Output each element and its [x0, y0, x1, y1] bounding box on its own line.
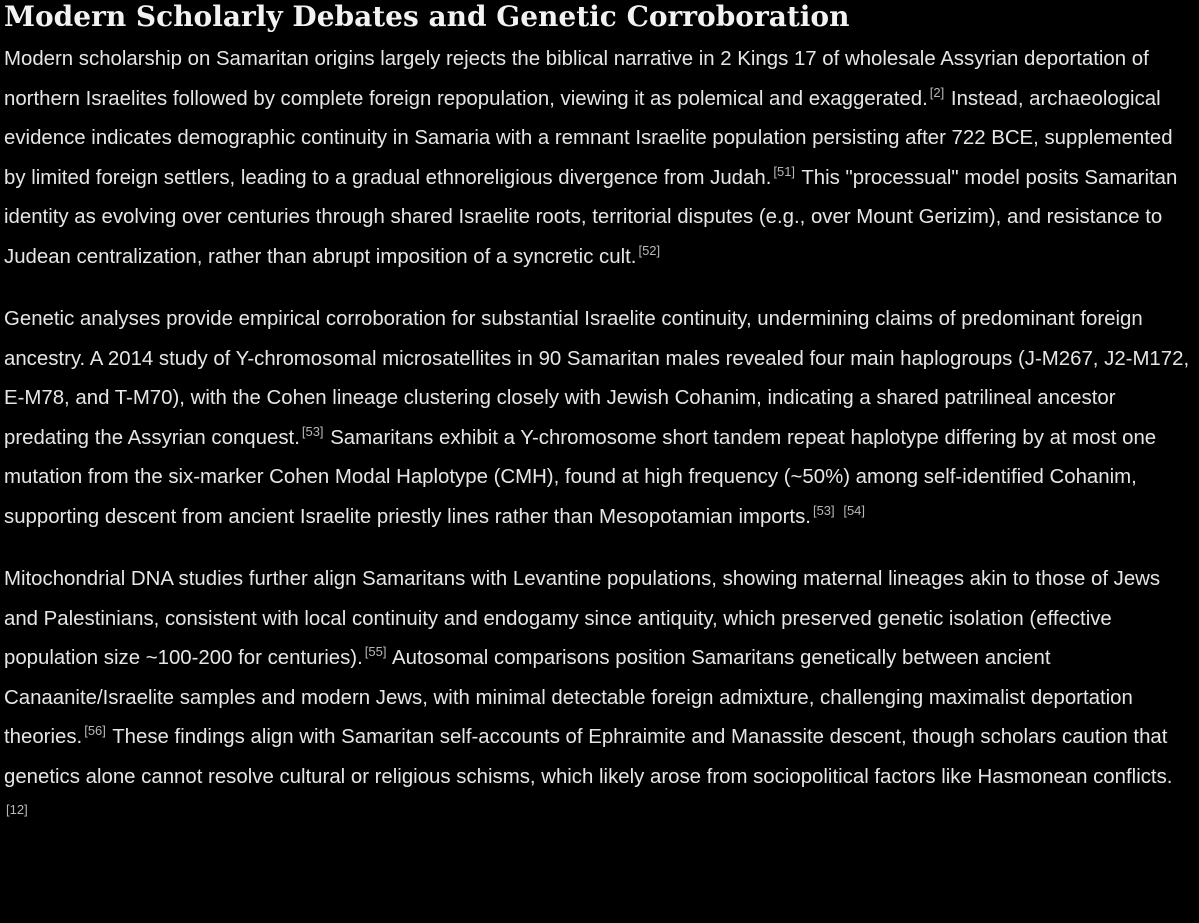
paragraph-text: This "processual" model posits Samaritan identity as evolving over centuries through shared Israelite roots, territorial disputes (e.g., over Mount Gerizim), and resistance to Judean centralization, rather than abrupt imposition of a syncretic cult.: [4, 166, 1178, 268]
citation-link[interactable]: [54]: [843, 502, 866, 518]
citation-link[interactable]: [53]: [812, 502, 835, 518]
citation-link[interactable]: [55]: [364, 644, 387, 659]
paragraph-text: Genetic analyses provide empirical corroboration for substantial Israelite continuity, undermining claims of predominant foreign ancestry. A 2014 study of Y-chromosomal microsatellites in 90 Samaritan males revealed four main haplogroups (J-M267, J2-M172, E-M78, and T-M70), with the Cohen lineage clustering closely with Jewish Cohanim, indicating a shared patrilineal ancestor predating the Assyrian conquest.: [4, 308, 1190, 449]
paragraph-text: Instead, archaeological evidence indicates demographic continuity in Samaria with a remnant Israelite population persisting after 722 BCE, supplemented by limited foreign settlers, leading to a gradual ethnoreligious divergence from Judah.: [4, 87, 1173, 189]
article-body: [4, 0, 1197, 860]
paragraph-genetics: [4, 300, 1197, 537]
paragraph-text: Autosomal comparisons position Samaritans genetically between ancient Canaanite/Israelite samples and modern Jews, with minimal detectable foreign admixture, challenging maximalist deportation theories.: [4, 647, 1133, 748]
paragraph-text: Samaritans exhibit a Y-chromosome short tandem repeat haplotype differing by at most one mutation from the six-marker Cohen Modal Haplotype (CMH), found at high frequency (~50%) among self-identified Cohanim, supporting descent from ancient Israelite priestly lines rather than Mesopotamian imports.: [4, 426, 1157, 528]
paragraph-text: Mitochondrial DNA studies further align Samaritans with Levantine populations, showing maternal lineages akin to those of Jews and Palestinians, consistent with local continuity and endogamy since antiquity, which preserved genetic isolation (effective population size ~100-200 for centuries).: [4, 568, 1161, 669]
paragraph-mitochondrial: [4, 560, 1197, 837]
citation-link[interactable]: [56]: [84, 723, 106, 738]
section-heading: Modern Scholarly Debates and Genetic Corroboration: [4, 0, 850, 33]
paragraph-text: Modern scholarship on Samaritan origins largely rejects the biblical narrative in 2 Kings 17 of wholesale Assyrian deportation of northern Israelites followed by complete foreign repopulation, viewing it as polemical and exaggerated.: [4, 48, 1149, 110]
citation-link[interactable]: [53]: [301, 423, 324, 439]
citation-link[interactable]: [51]: [773, 163, 796, 179]
paragraph-text: These findings align with Samaritan self-accounts of Ephraimite and Manassite descent, though scholars caution that genetics alone cannot resolve cultural or religious schisms, which likely arose from sociopolitical factors like Hasmonean conflicts.: [4, 726, 1173, 788]
citation-link[interactable]: [52]: [638, 242, 661, 258]
citation-link[interactable]: [2]: [929, 84, 945, 100]
paragraph-scholarship: [4, 40, 1197, 277]
citation-link[interactable]: [12]: [6, 802, 28, 817]
